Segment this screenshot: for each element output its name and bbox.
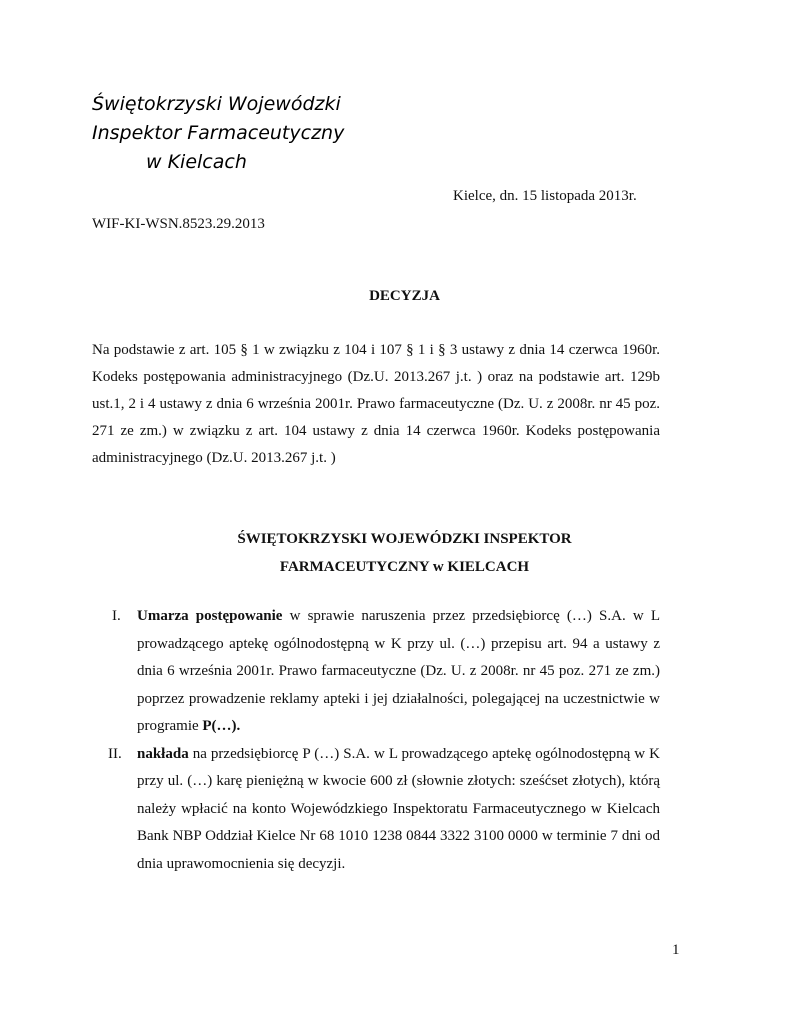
document-title: DECYZJA <box>369 288 440 304</box>
legal-basis-paragraph: Na podstawie z art. 105 § 1 w związku z 104 i 107 § 1 i § 3 ustawy z dnia 14 czerwca 1960r. Kodeks postępowania administracyjnego (Dz.U. 2013.267 j.t. ) oraz na podstawie art. 129b ust.1, 2 i 4 ustawy z dnia 6 września 2001r. Prawo farmaceutyczne (Dz. U. z 2008r. nr 45 poz. 271 ze zm.) w związku z art. 104 ustawy z dnia 14 czerwca 1960r. Kodeks postępowania administracyjnego (Dz.U. 2013.267 j.t. ) <box>92 342 660 466</box>
point-bold-tail: P(…). <box>202 718 241 734</box>
document-date: Kielce, dn. 15 listopada 2013r. <box>453 188 637 204</box>
reference-number: WIF-KI-WSN.8523.29.2013 <box>92 216 265 232</box>
issuer-header <box>92 90 344 177</box>
point-number: I. <box>112 608 121 624</box>
authority-heading <box>0 525 791 581</box>
point-text: na przedsiębiorcę P (…) S.A. w L prowadzącego aptekę ogólnodostępną w K przy ul. (…) karę pieniężną w kwocie 600 zł (słownie złotych: sześćset złotych), którą należy wpłacić na konto Wojewódzkiego Inspektoratu Farmaceutycznego w Kielcach Bank NBP Oddział Kielce Nr 68 1010 1238 0844 3322 3100 0000 w terminie 7 dni od dnia uprawomocnienia się decyzji. <box>137 745 660 872</box>
authority-line-1: ŚWIĘTOKRZYSKI WOJEWÓDZKI INSPEKTOR <box>237 531 572 547</box>
decision-point-1 <box>92 603 660 741</box>
issuer-line-3: w Kielcach <box>146 151 247 173</box>
decision-points <box>92 603 660 878</box>
authority-line-2: FARMACEUTYCZNY w KIELCACH <box>279 559 530 575</box>
point-bold-lead: nakłada <box>137 745 189 762</box>
point-number: II. <box>108 745 122 762</box>
issuer-line-2: Inspektor Farmaceutyczny <box>92 122 345 144</box>
decision-point-2 <box>92 741 660 879</box>
point-bold-lead: Umarza postępowanie <box>137 608 283 624</box>
point-text: w sprawie naruszenia przez przedsiębiorcę (…) S.A. w L prowadzącego aptekę ogólnodostępną w K przy ul. (…) przepisu art. 94 a ustawy z dnia 6 września 2001r. Prawo farmaceutyczne (Dz. U. z 2008r. nr 45 poz. 271 ze zm.) poprzez prowadzenie reklamy apteki i jej działalności, polegającej na uczestnictwie w programie <box>137 608 660 734</box>
page-number: 1 <box>672 942 680 958</box>
issuer-line-1: Świętokrzyski Wojewódzki <box>92 93 341 115</box>
